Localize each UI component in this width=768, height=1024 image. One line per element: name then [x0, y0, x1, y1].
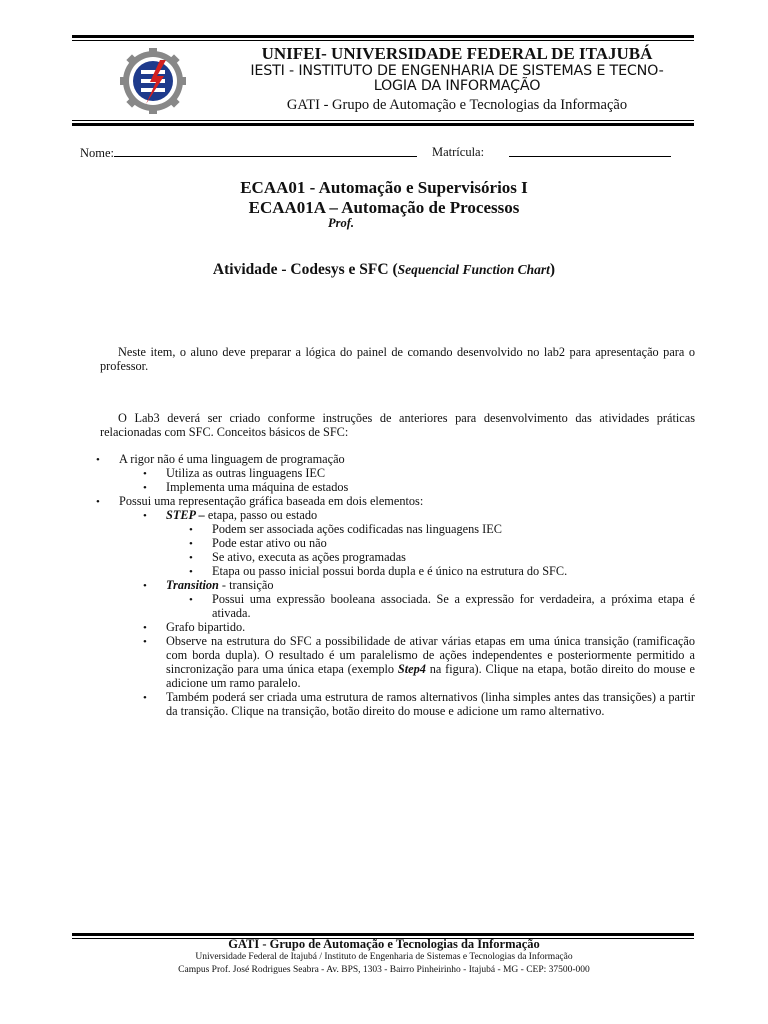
- bullet-marker: •: [143, 468, 147, 480]
- bullet-marker: •: [96, 496, 100, 508]
- observe-text-post: na figura). Clique na etapa, botão direito do mouse e adicione um ramo paralelo.: [166, 662, 695, 690]
- paragraph-1-text: Neste item, o aluno deve preparar a lógica do painel de comando desenvolvido no lab2 para apresentação para o professor.: [100, 345, 695, 373]
- list-item-observe: [166, 634, 695, 690]
- bullet-marker: •: [143, 580, 147, 592]
- bullet-marker: •: [96, 454, 100, 466]
- transition-label: Transition: [166, 578, 219, 592]
- list-item-transition: [166, 578, 274, 592]
- group-name: GATI - Grupo de Automação e Tecnologias da Informação: [286, 97, 628, 113]
- observe-text-pre: Observe na estrutura do SFC a possibilidade de ativar várias etapas em uma única transição (ramificação com borda dupla). O resultado é um paralelismo de ações independentes e posteriormente permitido a sincronização para uma única etapa (exemplo: [166, 634, 695, 676]
- step-label: STEP –: [166, 508, 205, 522]
- list-item: A rigor não é uma linguagem de programação: [119, 452, 345, 466]
- activity-title-suffix: ): [549, 261, 556, 278]
- footer-group: GATI - Grupo de Automação e Tecnologias da Informação: [228, 937, 540, 951]
- course-title-2: ECAA01A – Automação de Processos: [248, 198, 520, 217]
- institute-line-1: IESTI - INSTITUTO DE ENGENHARIA DE SISTEMAS E TECNO-: [250, 63, 664, 79]
- list-item-step: [166, 508, 317, 522]
- bullet-marker: •: [143, 692, 147, 704]
- bullet-marker: •: [143, 636, 147, 648]
- list-item: Possui uma representação gráfica baseada em dois elementos:: [119, 494, 424, 508]
- footer-rule-thick: [72, 933, 694, 936]
- list-item: Podem ser associada ações codificadas nas linguagens IEC: [212, 522, 502, 536]
- bullet-marker: •: [189, 552, 193, 564]
- bullet-marker: •: [143, 482, 147, 494]
- institute-line-2: LOGIA DA INFORMAÇÃO: [373, 78, 541, 94]
- bullet-marker: •: [189, 566, 193, 578]
- step-rest: etapa, passo ou estado: [204, 508, 318, 522]
- bullet-marker: •: [189, 524, 193, 536]
- list-item: Grafo bipartido.: [166, 620, 246, 634]
- paragraph-2-text: O Lab3 deverá ser criado conforme instruções de anteriores para desenvolvimento das atividades práticas relacionadas com SFC. Conceitos básicos de SFC:: [100, 411, 695, 439]
- bullet-marker: •: [143, 510, 147, 522]
- activity-title-prefix: Atividade - Codesys e SFC (: [212, 261, 398, 278]
- list-item: Etapa ou passo inicial possui borda dupla e é único na estrutura do SFC.: [212, 564, 568, 578]
- course-title-1: ECAA01 - Automação e Supervisórios I: [240, 178, 528, 197]
- footer-address: Campus Prof. José Rodrigues Seabra - Av. BPS, 1303 - Bairro Pinheirinho - Itajubá - MG - CEP: 37500-000: [178, 965, 590, 975]
- transition-rest: - transição: [218, 578, 274, 592]
- matricula-label: Matrícula:: [432, 145, 485, 159]
- name-label: Nome:: [80, 146, 115, 160]
- list-item: Se ativo, executa as ações programadas: [212, 550, 406, 564]
- bullet-marker: •: [189, 538, 193, 550]
- footer-university: Universidade Federal de Itajubá / Instituto de Engenharia de Sistemas e Tecnologias da Informação: [195, 952, 573, 962]
- observe-step4: Step4: [397, 662, 426, 676]
- bullet-marker: •: [143, 622, 147, 634]
- list-item: Utiliza as outras linguagens IEC: [166, 466, 326, 480]
- university-name: UNIFEI- UNIVERSIDADE FEDERAL DE ITAJUBÁ: [261, 44, 653, 63]
- list-item: Implementa uma máquina de estados: [166, 480, 349, 494]
- professor-label: Prof.: [328, 216, 355, 230]
- list-item: Pode estar ativo ou não: [212, 536, 327, 550]
- list-item: Possui uma expressão booleana associada. Se a expressão for verdadeira, a próxima etapa é ativada.: [212, 592, 695, 620]
- bullet-marker: •: [189, 594, 193, 606]
- list-item: Também poderá ser criada uma estrutura de ramos alternativos (linha simples antes das transições) a partir da transição. Clique na transição, botão direito do mouse e adicione um ramo alternativo.: [166, 690, 695, 718]
- activity-title-italic: Sequencial Function Chart: [397, 262, 550, 277]
